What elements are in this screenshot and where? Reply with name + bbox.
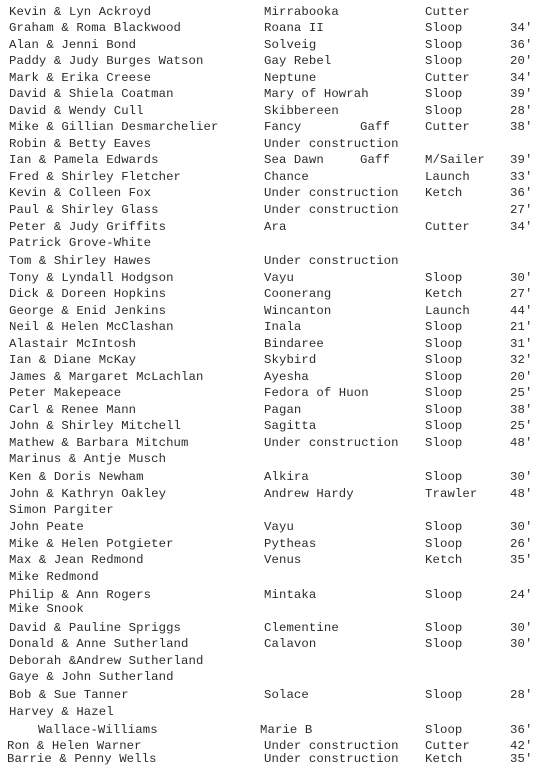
member-row	[0, 536, 543, 552]
boat-name: Pagan	[264, 403, 302, 417]
member-row	[0, 20, 543, 36]
boat-type: Sloop	[425, 688, 463, 702]
boat-length: 36'	[510, 186, 533, 200]
boat-name: Marie B	[260, 723, 313, 737]
boat-name: Alkira	[264, 470, 309, 484]
boat-length: 36'	[510, 723, 533, 737]
member-name: Barrie & Penny Wells	[7, 752, 157, 766]
boat-type: Sloop	[425, 353, 463, 367]
boat-name: Solace	[264, 688, 309, 702]
boat-type: Sloop	[425, 436, 463, 450]
member-name: Peter & Judy Griffits	[9, 220, 167, 234]
member-row	[0, 103, 543, 119]
member-row	[0, 704, 543, 720]
rig-note: Gaff	[360, 120, 390, 134]
boat-type: Sloop	[425, 386, 463, 400]
boat-name: Under construction	[264, 436, 399, 450]
boat-type: Sloop	[425, 337, 463, 351]
boat-name: Gay Rebel	[264, 54, 332, 68]
boat-type: Sloop	[425, 637, 463, 651]
boat-name: Mary of Howrah	[264, 87, 369, 101]
rig-note: Gaff	[360, 153, 390, 167]
boat-type: Launch	[425, 304, 470, 318]
boat-length: 36'	[510, 38, 533, 52]
member-row	[0, 202, 543, 218]
boat-name: Pytheas	[264, 537, 317, 551]
member-name: Alan & Jenni Bond	[9, 38, 137, 52]
boat-name: Under construction	[264, 137, 399, 151]
member-row	[0, 502, 543, 518]
boat-type: Ketch	[425, 752, 463, 766]
boat-length: 35'	[510, 553, 533, 567]
member-name: Marinus & Antje Musch	[9, 452, 167, 466]
member-name: Mike Redmond	[9, 570, 99, 584]
member-name: Mike & Helen Potgieter	[9, 537, 174, 551]
boat-name: Inala	[264, 320, 302, 334]
boat-name: Calavon	[264, 637, 317, 651]
member-row	[0, 435, 543, 451]
boat-length: 27'	[510, 203, 533, 217]
member-name: Alastair McIntosh	[9, 337, 137, 351]
member-row	[0, 519, 543, 535]
member-row	[0, 601, 543, 617]
boat-name: Wincanton	[264, 304, 332, 318]
boat-length: 34'	[510, 220, 533, 234]
boat-length: 33'	[510, 170, 533, 184]
boat-type: Sloop	[425, 320, 463, 334]
boat-type: Sloop	[425, 520, 463, 534]
member-name: Philip & Ann Rogers	[9, 588, 152, 602]
member-row	[0, 136, 543, 152]
member-name: Mark & Erika Creese	[9, 71, 152, 85]
boat-length: 39'	[510, 153, 533, 167]
member-name: David & Wendy Cull	[9, 104, 144, 118]
boat-name: Vayu	[264, 271, 294, 285]
member-name: Neil & Helen McClashan	[9, 320, 174, 334]
boat-type: Sloop	[425, 21, 463, 35]
member-row	[0, 687, 543, 703]
member-row	[0, 185, 543, 201]
member-row	[0, 352, 543, 368]
boat-type: Sloop	[425, 403, 463, 417]
member-name: Harvey & Hazel	[9, 705, 114, 719]
boat-name: Sagitta	[264, 419, 317, 433]
member-name: Kevin & Colleen Fox	[9, 186, 152, 200]
boat-name: Mintaka	[264, 588, 317, 602]
member-name: Mathew & Barbara Mitchum	[9, 436, 189, 450]
member-name: Carl & Renee Mann	[9, 403, 137, 417]
boat-length: 30'	[510, 621, 533, 635]
member-row	[0, 303, 543, 319]
boat-name: Clementine	[264, 621, 339, 635]
member-name: Ken & Doris Newham	[9, 470, 144, 484]
member-name: George & Enid Jenkins	[9, 304, 167, 318]
member-name: Peter Makepeace	[9, 386, 122, 400]
member-row	[0, 235, 543, 251]
member-row	[0, 369, 543, 385]
member-row	[0, 418, 543, 434]
member-name: Tony & Lyndall Hodgson	[9, 271, 174, 285]
member-name: Paul & Shirley Glass	[9, 203, 159, 217]
boat-name: Under construction	[264, 254, 399, 268]
member-name: Dick & Doreen Hopkins	[9, 287, 167, 301]
boat-length: 31'	[510, 337, 533, 351]
member-name: Kevin & Lyn Ackroyd	[9, 5, 152, 19]
boat-type: Cutter	[425, 71, 470, 85]
member-name: Robin & Betty Eaves	[9, 137, 152, 151]
boat-type: Sloop	[425, 87, 463, 101]
boat-length: 42'	[510, 739, 533, 753]
boat-name: Fancy	[264, 120, 302, 134]
boat-type: Ketch	[425, 553, 463, 567]
boat-type: Sloop	[425, 723, 463, 737]
member-row	[0, 219, 543, 235]
member-row	[0, 253, 543, 269]
boat-length: 39'	[510, 87, 533, 101]
boat-name: Under construction	[264, 203, 399, 217]
boat-length: 30'	[510, 470, 533, 484]
boat-name: Solveig	[264, 38, 317, 52]
boat-type: Cutter	[425, 739, 470, 753]
member-name: Bob & Sue Tanner	[9, 688, 129, 702]
member-name: David & Shiela Coatman	[9, 87, 174, 101]
boat-length: 20'	[510, 370, 533, 384]
member-name: Mike Snook	[9, 602, 84, 616]
boat-name: Coonerang	[264, 287, 332, 301]
member-name: David & Pauline Spriggs	[9, 621, 182, 635]
boat-length: 28'	[510, 688, 533, 702]
member-name: Fred & Shirley Fletcher	[9, 170, 182, 184]
member-row	[0, 402, 543, 418]
member-name: Paddy & Judy Burges Watson	[9, 54, 204, 68]
member-row	[0, 751, 543, 767]
boat-type: Cutter	[425, 120, 470, 134]
boat-name: Vayu	[264, 520, 294, 534]
boat-length: 44'	[510, 304, 533, 318]
boat-type: Sloop	[425, 537, 463, 551]
boat-length: 26'	[510, 537, 533, 551]
member-name: James & Margaret McLachlan	[9, 370, 204, 384]
member-row	[0, 552, 543, 568]
member-row	[0, 319, 543, 335]
boat-length: 48'	[510, 436, 533, 450]
member-name: Gaye & John Sutherland	[9, 670, 174, 684]
boat-name: Ara	[264, 220, 287, 234]
boat-name: Neptune	[264, 71, 317, 85]
boat-type: Sloop	[425, 38, 463, 52]
boat-name: Mirrabooka	[264, 5, 339, 19]
boat-type: Sloop	[425, 621, 463, 635]
member-row	[0, 451, 543, 467]
boat-length: 38'	[510, 403, 533, 417]
member-name: Donald & Anne Sutherland	[9, 637, 189, 651]
boat-type: Sloop	[425, 470, 463, 484]
member-row	[0, 653, 543, 669]
member-row	[0, 569, 543, 585]
boat-name: Sea Dawn	[264, 153, 324, 167]
member-row	[0, 119, 543, 135]
boat-length: 21'	[510, 320, 533, 334]
member-name: Ian & Pamela Edwards	[9, 153, 159, 167]
boat-length: 34'	[510, 71, 533, 85]
boat-length: 48'	[510, 487, 533, 501]
member-name: Deborah &Andrew Sutherland	[9, 654, 204, 668]
member-name: Patrick Grove-White	[9, 236, 152, 250]
member-name: John & Kathryn Oakley	[9, 487, 167, 501]
member-row	[0, 169, 543, 185]
member-row	[0, 469, 543, 485]
boat-name: Roana II	[264, 21, 324, 35]
member-row	[0, 385, 543, 401]
boat-name: Ayesha	[264, 370, 309, 384]
boat-length: 28'	[510, 104, 533, 118]
boat-type: Ketch	[425, 186, 463, 200]
member-row	[0, 152, 543, 168]
boat-length: 30'	[510, 520, 533, 534]
boat-length: 24'	[510, 588, 533, 602]
member-name: Ian & Diane McKay	[9, 353, 137, 367]
member-row	[0, 669, 543, 685]
boat-name: Skibbereen	[264, 104, 339, 118]
member-row	[0, 336, 543, 352]
boat-length: 38'	[510, 120, 533, 134]
member-name: Mike & Gillian Desmarchelier	[9, 120, 219, 134]
boat-type: Sloop	[425, 54, 463, 68]
boat-length: 30'	[510, 637, 533, 651]
boat-type: Sloop	[425, 271, 463, 285]
boat-length: 25'	[510, 386, 533, 400]
boat-name: Venus	[264, 553, 302, 567]
member-name: Simon Pargiter	[9, 503, 114, 517]
boat-type: Sloop	[425, 588, 463, 602]
boat-length: 35'	[510, 752, 533, 766]
member-row	[0, 4, 543, 20]
boat-length: 30'	[510, 271, 533, 285]
boat-type: Sloop	[425, 104, 463, 118]
boat-type: Sloop	[425, 370, 463, 384]
boat-length: 20'	[510, 54, 533, 68]
member-name: Wallace-Williams	[38, 723, 158, 737]
member-name: Max & Jean Redmond	[9, 553, 144, 567]
member-row	[0, 70, 543, 86]
member-row	[0, 86, 543, 102]
member-name: John & Shirley Mitchell	[9, 419, 182, 433]
member-row	[0, 53, 543, 69]
boat-name: Under construction	[264, 739, 399, 753]
boat-type: Ketch	[425, 287, 463, 301]
member-row	[0, 286, 543, 302]
member-row	[0, 620, 543, 636]
boat-length: 27'	[510, 287, 533, 301]
member-name: John Peate	[9, 520, 84, 534]
boat-name: Under construction	[264, 752, 399, 766]
member-row	[0, 636, 543, 652]
member-row	[0, 486, 543, 502]
member-row	[0, 722, 543, 738]
boat-type: Sloop	[425, 419, 463, 433]
boat-type: Cutter	[425, 220, 470, 234]
member-name: Graham & Roma Blackwood	[9, 21, 182, 35]
member-row	[0, 37, 543, 53]
boat-type: Cutter	[425, 5, 470, 19]
member-name: Tom & Shirley Hawes	[9, 254, 152, 268]
member-name: Ron & Helen Warner	[7, 739, 142, 753]
boat-name: Bindaree	[264, 337, 324, 351]
boat-type: Launch	[425, 170, 470, 184]
member-row	[0, 270, 543, 286]
boat-length: 32'	[510, 353, 533, 367]
boat-length: 34'	[510, 21, 533, 35]
boat-type: M/Sailer	[425, 153, 485, 167]
boat-type: Trawler	[425, 487, 478, 501]
boat-length: 25'	[510, 419, 533, 433]
boat-name: Andrew Hardy	[264, 487, 354, 501]
boat-name: Under construction	[264, 186, 399, 200]
boat-name: Fedora of Huon	[264, 386, 369, 400]
boat-name: Skybird	[264, 353, 317, 367]
boat-name: Chance	[264, 170, 309, 184]
